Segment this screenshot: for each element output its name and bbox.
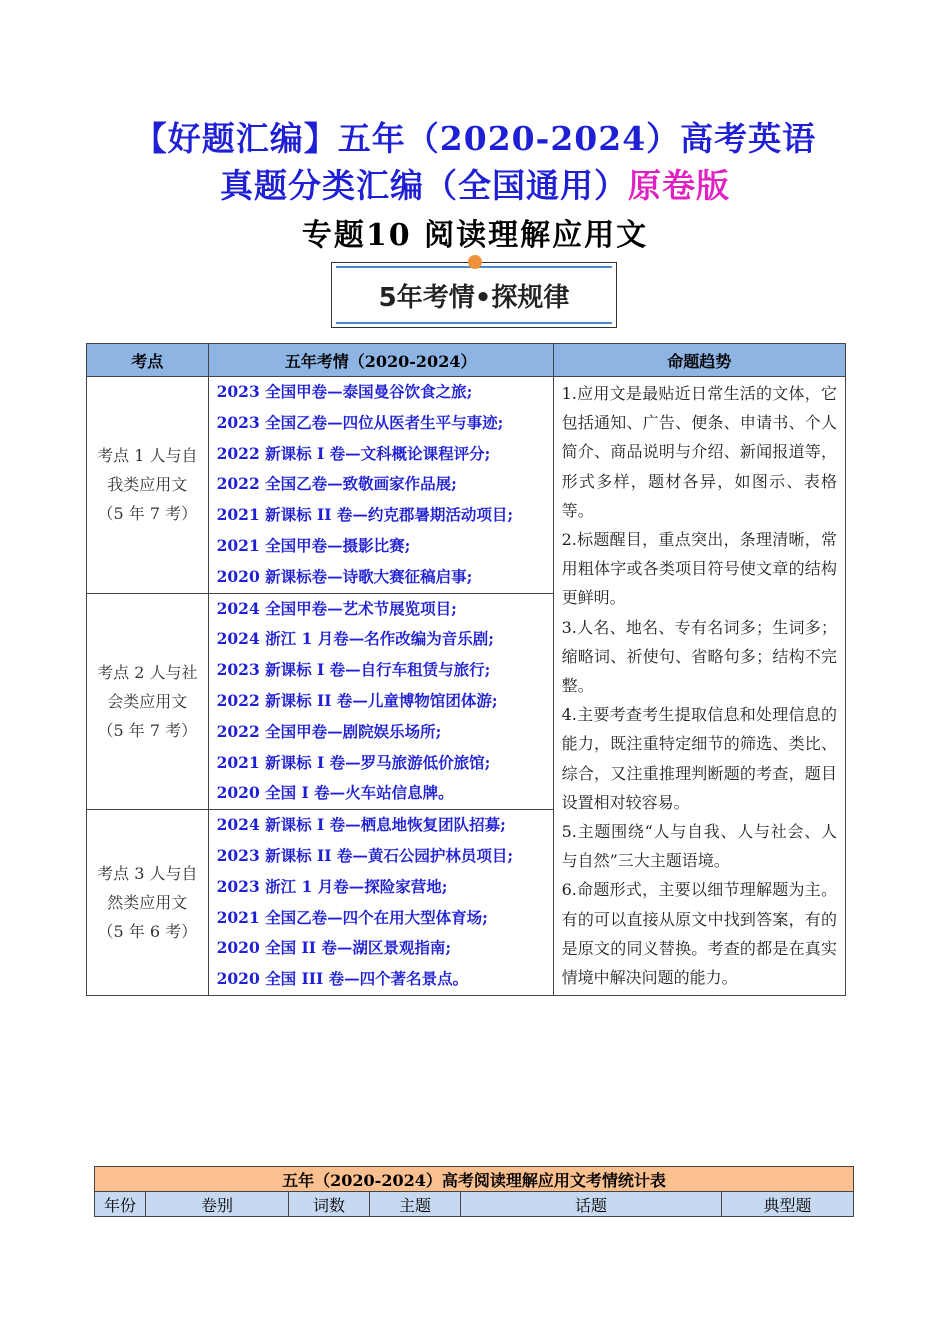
kaodian-3-line-1: 考点 3 人与自 — [97, 864, 198, 884]
stat-col-theme: 主题 — [370, 1192, 461, 1217]
kaodian-1-line-1: 考点 1 人与自 — [97, 446, 198, 466]
section-badge — [331, 262, 617, 328]
stat-title-row — [95, 1167, 854, 1192]
subject-title: 专题10 阅读理解应用文 — [301, 218, 649, 253]
kaodian-1-line-3: （5 年 7 考） — [97, 504, 198, 524]
trend-paragraph: 4.主要考查考生提取信息和处理信息的能力，既注重特定细节的筛选、类比、综合，又注重推理判断题的考查，题目设置相对较容易。 — [561, 705, 837, 812]
stat-col-paper: 卷别 — [146, 1192, 289, 1217]
kaodian-2-line-3: （5 年 7 考） — [97, 720, 198, 740]
list-item: 2020 全国 I 卷—火车站信息牌。 — [216, 783, 454, 803]
badge-label: 5年考情•探规律 — [378, 283, 570, 313]
trend-paragraph: 6.命题形式，主要以细节理解题为主。有的可以直接从原文中找到答案，有的是原文的同义替换。考查的都是在真实情境中解决问题的能力。 — [561, 880, 837, 988]
list-item: 2024 浙江 1 月卷—名作改编为音乐剧; — [216, 629, 494, 649]
header-trend: 命题趋势 — [553, 344, 845, 377]
list-item: 2023 全国乙卷—四位从医者生平与事迹; — [216, 412, 504, 432]
kaodian-2-line-2: 会类应用文 — [107, 691, 188, 711]
list-item: 2023 新课标 I 卷—自行车租赁与旅行; — [216, 660, 491, 680]
kaodian-1-line-2: 我类应用文 — [107, 475, 188, 495]
kaodian-3-line-3: （5 年 6 考） — [97, 922, 198, 942]
trend-cell — [553, 377, 845, 996]
header-five-year: 五年考情（2020-2024） — [208, 344, 553, 377]
exam-analysis-table — [86, 343, 846, 996]
trend-paragraph: 2.标题醒目，重点突出，条理清晰，常用粗体字或各类项目符号使文章的结构更鲜明。 — [561, 530, 837, 608]
list-item: 2020 全国 II 卷—湖区景观指南; — [216, 938, 452, 958]
list-item: 2021 全国乙卷—四个在用大型体育场; — [216, 907, 488, 927]
stat-table-title: 五年（2020-2024）高考阅读理解应用文考情统计表 — [95, 1167, 854, 1192]
title-line-2 — [0, 160, 950, 207]
trend-paragraph: 1.应用文是最贴近日常生活的文体，它包括通知、广告、便条、申请书、个人简介、商品说明与介绍、新闻报道等，形式多样，题材各异，如图示、表格等。 — [561, 384, 837, 520]
list-item: 2024 新课标 I 卷—栖息地恢复团队招募; — [216, 815, 506, 835]
list-item: 2021 新课标 I 卷—罗马旅游低价旅馆; — [216, 752, 491, 772]
table-header-row — [87, 344, 846, 377]
list-item: 2020 全国 III 卷—四个著名景点。 — [216, 969, 469, 989]
stat-col-words: 词数 — [289, 1192, 370, 1217]
list-item: 2024 全国甲卷—艺术节展览项目; — [216, 598, 457, 618]
kaodian-2 — [87, 593, 209, 810]
title-line-2-highlight: 原卷版 — [628, 166, 730, 205]
trend-paragraph: 5.主题围绕“人与自我、人与社会、人与自然”三大主题语境。 — [561, 822, 837, 871]
table-row-group-1 — [87, 377, 846, 594]
list-item: 2023 全国甲卷—泰国曼谷饮食之旅; — [216, 382, 473, 401]
badge-dot-icon — [468, 255, 482, 269]
kaodian-3 — [87, 810, 209, 996]
list-item: 2022 新课标 II 卷—儿童博物馆团体游; — [216, 690, 498, 710]
list-item: 2022 全国甲卷—剧院娱乐场所; — [216, 721, 442, 741]
badge-bottom-bar — [336, 322, 612, 324]
title-line-1: 【好题汇编】五年（2020-2024）高考英语 — [133, 119, 817, 158]
stat-column-header-row — [95, 1192, 854, 1217]
list-item: 2023 浙江 1 月卷—探险家营地; — [216, 876, 448, 896]
kaodian-3-line-2: 然类应用文 — [107, 893, 188, 913]
exam-list-2 — [208, 593, 553, 810]
list-item: 2022 新课标 I 卷—文科概论课程评分; — [216, 443, 491, 463]
exam-list-1 — [208, 377, 553, 594]
kaodian-2-line-1: 考点 2 人与社 — [97, 662, 198, 682]
exam-list-3 — [208, 810, 553, 996]
list-item: 2023 新课标 II 卷—黄石公园护林员项目; — [216, 845, 514, 865]
list-item: 2021 全国甲卷—摄影比赛; — [216, 535, 411, 555]
list-item: 2021 新课标 II 卷—约克郡暑期活动项目; — [216, 505, 514, 525]
kaodian-1 — [87, 377, 209, 594]
stat-col-year: 年份 — [95, 1192, 146, 1217]
trend-paragraph: 3.人名、地名、专有名词多；生词多；缩略词、祈使句、省略句多；结构不完整。 — [561, 617, 837, 696]
stat-col-topic: 话题 — [461, 1192, 722, 1217]
title-line-2-main: 真题分类汇编（全国通用） — [220, 166, 628, 205]
stat-table — [94, 1166, 854, 1217]
stat-col-typical: 典型题 — [722, 1192, 854, 1217]
list-item: 2022 全国乙卷—致敬画家作品展; — [216, 474, 457, 494]
list-item: 2020 新课标卷—诗歌大赛征稿启事; — [216, 566, 473, 586]
header-kaodian: 考点 — [87, 344, 209, 377]
